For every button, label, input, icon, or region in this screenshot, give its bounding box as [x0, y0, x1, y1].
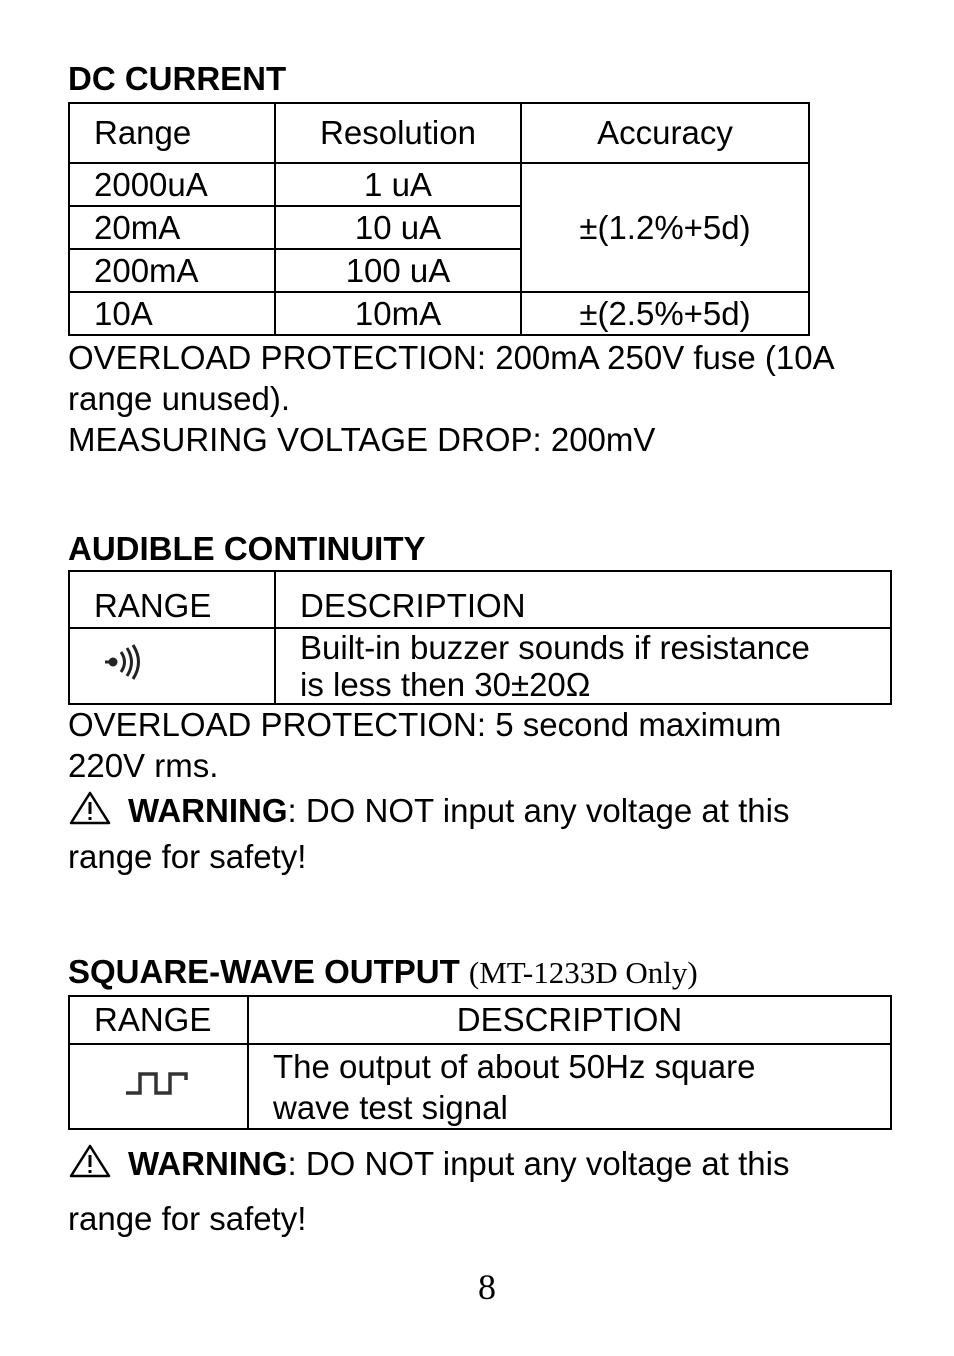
dc-overload-line2: range unused). [68, 380, 290, 417]
header-range: RANGE [69, 996, 248, 1044]
warning-icon [68, 790, 112, 826]
range-cell: 200mA [69, 249, 275, 292]
range-cell [69, 1044, 248, 1129]
table-header-row [69, 103, 809, 163]
header-description: DESCRIPTION [248, 996, 891, 1044]
accuracy-cell: ±(2.5%+5d) [521, 292, 809, 335]
dc-voltage-drop: MEASURING VOLTAGE DROP: 200mV [68, 421, 656, 458]
square-wave-subtitle: (MT-1233D Only) [468, 955, 698, 990]
range-cell [69, 628, 275, 704]
buzzer-icon [102, 644, 148, 680]
table-row [69, 163, 809, 206]
dc-overload-line1: OVERLOAD PROTECTION: 200mA 250V fuse (10A [68, 339, 835, 376]
description-cell [248, 1044, 891, 1129]
description-line: is less then 30±20Ω [300, 666, 591, 703]
table-row [69, 292, 809, 335]
warning-label: WARNING [128, 792, 288, 829]
resolution-cell: 10 uA [275, 206, 521, 249]
audible-warning [68, 790, 789, 831]
description-line: wave test signal [273, 1088, 508, 1126]
header-accuracy: Accuracy [521, 103, 809, 163]
table-header-row [69, 571, 891, 628]
range-cell: 20mA [69, 206, 275, 249]
header-range: Range [69, 103, 275, 163]
warning-icon [68, 1143, 112, 1179]
audible-overload-line1: OVERLOAD PROTECTION: 5 second maximum [68, 706, 782, 743]
audible-overload-line2: 220V rms. [68, 747, 219, 784]
audible-table [68, 570, 892, 705]
audible-warning-line2: range for safety! [68, 838, 307, 875]
description-line: The output of about 50Hz square [273, 1047, 756, 1085]
square-wave-warning [68, 1143, 789, 1184]
table-row [69, 628, 891, 704]
accuracy-group-cell: ±(1.2%+5d) [521, 163, 809, 292]
resolution-cell: 100 uA [275, 249, 521, 292]
range-cell: 2000uA [69, 163, 275, 206]
resolution-cell: 1 uA [275, 163, 521, 206]
audible-title: AUDIBLE CONTINUITY [68, 530, 426, 567]
warning-label: WARNING [128, 1145, 288, 1182]
page-number: 8 [478, 1267, 496, 1307]
dc-current-table [68, 102, 810, 336]
table-row [69, 1044, 891, 1129]
dc-current-title: DC CURRENT [68, 60, 287, 97]
header-resolution: Resolution [275, 103, 521, 163]
table-header-row [69, 996, 891, 1044]
resolution-cell: 10mA [275, 292, 521, 335]
square-wave-title [68, 953, 698, 992]
range-cell: 10A [69, 292, 275, 335]
square-wave-icon [124, 1068, 194, 1098]
warning-text: : DO NOT input any voltage at this [287, 1145, 790, 1182]
square-wave-warning-line2: range for safety! [68, 1200, 307, 1237]
header-description: DESCRIPTION [275, 571, 891, 628]
description-line: Built-in buzzer sounds if resistance [300, 629, 810, 666]
warning-text: : DO NOT input any voltage at this [287, 792, 790, 829]
header-range: RANGE [69, 571, 275, 628]
description-cell [275, 628, 891, 704]
square-wave-table [68, 995, 892, 1130]
square-wave-title-text: SQUARE-WAVE OUTPUT [68, 953, 460, 990]
